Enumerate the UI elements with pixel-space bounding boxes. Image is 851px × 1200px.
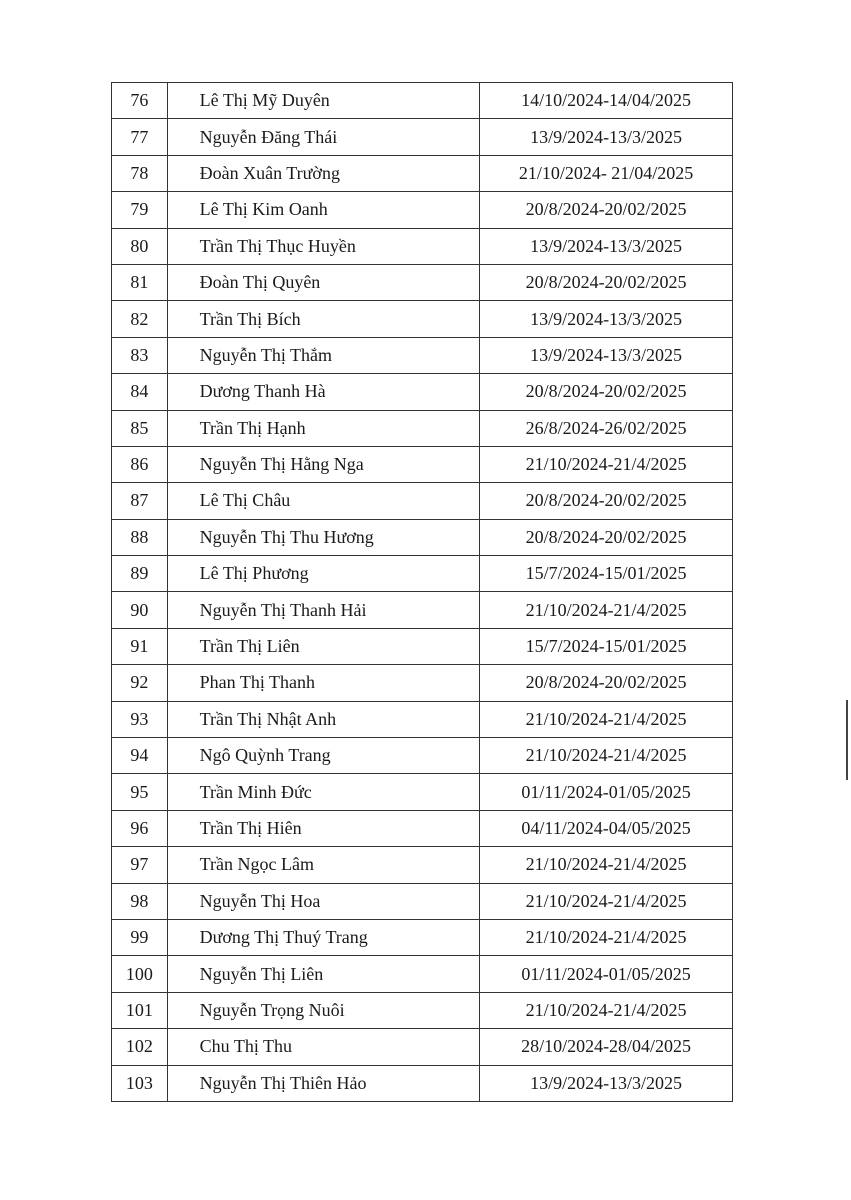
row-number-cell: 92 xyxy=(112,665,168,701)
table-row xyxy=(112,665,733,701)
full-name-cell: Đoàn Xuân Trường xyxy=(167,155,479,191)
date-range-cell: 01/11/2024-01/05/2025 xyxy=(480,956,733,992)
date-range-cell: 15/7/2024-15/01/2025 xyxy=(480,556,733,592)
date-range-cell: 13/9/2024-13/3/2025 xyxy=(480,1065,733,1101)
full-name-cell: Phan Thị Thanh xyxy=(167,665,479,701)
row-number-cell: 96 xyxy=(112,810,168,846)
row-number-cell: 84 xyxy=(112,374,168,410)
full-name-cell: Nguyễn Thị Thu Hương xyxy=(167,519,479,555)
full-name-cell: Đoàn Thị Quyên xyxy=(167,264,479,300)
row-number-cell: 103 xyxy=(112,1065,168,1101)
table-row xyxy=(112,592,733,628)
row-number-cell: 101 xyxy=(112,992,168,1028)
table-row xyxy=(112,410,733,446)
table-row xyxy=(112,337,733,373)
date-range-cell: 15/7/2024-15/01/2025 xyxy=(480,628,733,664)
date-range-cell: 21/10/2024-21/4/2025 xyxy=(480,992,733,1028)
full-name-cell: Trần Thị Hạnh xyxy=(167,410,479,446)
table-row xyxy=(112,919,733,955)
full-name-cell: Trần Thị Nhật Anh xyxy=(167,701,479,737)
full-name-cell: Nguyễn Thị Hằng Nga xyxy=(167,446,479,482)
row-number-cell: 88 xyxy=(112,519,168,555)
full-name-cell: Dương Thanh Hà xyxy=(167,374,479,410)
date-range-cell: 20/8/2024-20/02/2025 xyxy=(480,483,733,519)
full-name-cell: Trần Minh Đức xyxy=(167,774,479,810)
row-number-cell: 94 xyxy=(112,738,168,774)
full-name-cell: Nguyễn Đăng Thái xyxy=(167,119,479,155)
table-row xyxy=(112,264,733,300)
date-range-cell: 21/10/2024-21/4/2025 xyxy=(480,919,733,955)
staff-table-container xyxy=(111,82,733,1102)
scan-edge-mark xyxy=(846,700,848,780)
date-range-cell: 28/10/2024-28/04/2025 xyxy=(480,1029,733,1065)
table-row xyxy=(112,374,733,410)
table-row xyxy=(112,774,733,810)
full-name-cell: Trần Thị Thục Huyền xyxy=(167,228,479,264)
table-row xyxy=(112,628,733,664)
row-number-cell: 97 xyxy=(112,847,168,883)
date-range-cell: 21/10/2024-21/4/2025 xyxy=(480,847,733,883)
date-range-cell: 13/9/2024-13/3/2025 xyxy=(480,337,733,373)
row-number-cell: 91 xyxy=(112,628,168,664)
row-number-cell: 95 xyxy=(112,774,168,810)
table-row xyxy=(112,192,733,228)
date-range-cell: 20/8/2024-20/02/2025 xyxy=(480,519,733,555)
row-number-cell: 93 xyxy=(112,701,168,737)
date-range-cell: 21/10/2024-21/4/2025 xyxy=(480,701,733,737)
table-row xyxy=(112,519,733,555)
table-row xyxy=(112,738,733,774)
full-name-cell: Nguyễn Thị Thắm xyxy=(167,337,479,373)
full-name-cell: Trần Thị Liên xyxy=(167,628,479,664)
date-range-cell: 13/9/2024-13/3/2025 xyxy=(480,119,733,155)
date-range-cell: 13/9/2024-13/3/2025 xyxy=(480,301,733,337)
full-name-cell: Lê Thị Kim Oanh xyxy=(167,192,479,228)
date-range-cell: 26/8/2024-26/02/2025 xyxy=(480,410,733,446)
row-number-cell: 90 xyxy=(112,592,168,628)
full-name-cell: Chu Thị Thu xyxy=(167,1029,479,1065)
full-name-cell: Trần Ngọc Lâm xyxy=(167,847,479,883)
full-name-cell: Nguyễn Thị Thanh Hải xyxy=(167,592,479,628)
table-row xyxy=(112,992,733,1028)
row-number-cell: 102 xyxy=(112,1029,168,1065)
table-row xyxy=(112,956,733,992)
table-row xyxy=(112,1065,733,1101)
row-number-cell: 82 xyxy=(112,301,168,337)
row-number-cell: 98 xyxy=(112,883,168,919)
date-range-cell: 20/8/2024-20/02/2025 xyxy=(480,192,733,228)
table-row xyxy=(112,119,733,155)
full-name-cell: Ngô Quỳnh Trang xyxy=(167,738,479,774)
full-name-cell: Trần Thị Bích xyxy=(167,301,479,337)
full-name-cell: Nguyễn Thị Thiên Hảo xyxy=(167,1065,479,1101)
date-range-cell: 14/10/2024-14/04/2025 xyxy=(480,83,733,119)
table-row xyxy=(112,155,733,191)
row-number-cell: 78 xyxy=(112,155,168,191)
table-row xyxy=(112,701,733,737)
table-row xyxy=(112,301,733,337)
row-number-cell: 77 xyxy=(112,119,168,155)
row-number-cell: 81 xyxy=(112,264,168,300)
row-number-cell: 76 xyxy=(112,83,168,119)
date-range-cell: 21/10/2024-21/4/2025 xyxy=(480,446,733,482)
full-name-cell: Lê Thị Phương xyxy=(167,556,479,592)
date-range-cell: 21/10/2024-21/4/2025 xyxy=(480,883,733,919)
table-row xyxy=(112,446,733,482)
table-row xyxy=(112,483,733,519)
table-row xyxy=(112,556,733,592)
full-name-cell: Trần Thị Hiên xyxy=(167,810,479,846)
date-range-cell: 20/8/2024-20/02/2025 xyxy=(480,665,733,701)
table-row xyxy=(112,883,733,919)
row-number-cell: 80 xyxy=(112,228,168,264)
row-number-cell: 85 xyxy=(112,410,168,446)
date-range-cell: 21/10/2024- 21/04/2025 xyxy=(480,155,733,191)
date-range-cell: 20/8/2024-20/02/2025 xyxy=(480,264,733,300)
full-name-cell: Nguyễn Thị Hoa xyxy=(167,883,479,919)
table-row xyxy=(112,1029,733,1065)
full-name-cell: Dương Thị Thuý Trang xyxy=(167,919,479,955)
full-name-cell: Nguyễn Thị Liên xyxy=(167,956,479,992)
staff-table-body xyxy=(112,83,733,1102)
row-number-cell: 99 xyxy=(112,919,168,955)
date-range-cell: 21/10/2024-21/4/2025 xyxy=(480,592,733,628)
table-row xyxy=(112,847,733,883)
row-number-cell: 89 xyxy=(112,556,168,592)
staff-table xyxy=(111,82,733,1102)
full-name-cell: Lê Thị Châu xyxy=(167,483,479,519)
row-number-cell: 87 xyxy=(112,483,168,519)
row-number-cell: 79 xyxy=(112,192,168,228)
full-name-cell: Nguyễn Trọng Nuôi xyxy=(167,992,479,1028)
row-number-cell: 100 xyxy=(112,956,168,992)
date-range-cell: 21/10/2024-21/4/2025 xyxy=(480,738,733,774)
date-range-cell: 13/9/2024-13/3/2025 xyxy=(480,228,733,264)
full-name-cell: Lê Thị Mỹ Duyên xyxy=(167,83,479,119)
table-row xyxy=(112,810,733,846)
date-range-cell: 20/8/2024-20/02/2025 xyxy=(480,374,733,410)
date-range-cell: 01/11/2024-01/05/2025 xyxy=(480,774,733,810)
table-row xyxy=(112,83,733,119)
table-row xyxy=(112,228,733,264)
date-range-cell: 04/11/2024-04/05/2025 xyxy=(480,810,733,846)
row-number-cell: 83 xyxy=(112,337,168,373)
row-number-cell: 86 xyxy=(112,446,168,482)
